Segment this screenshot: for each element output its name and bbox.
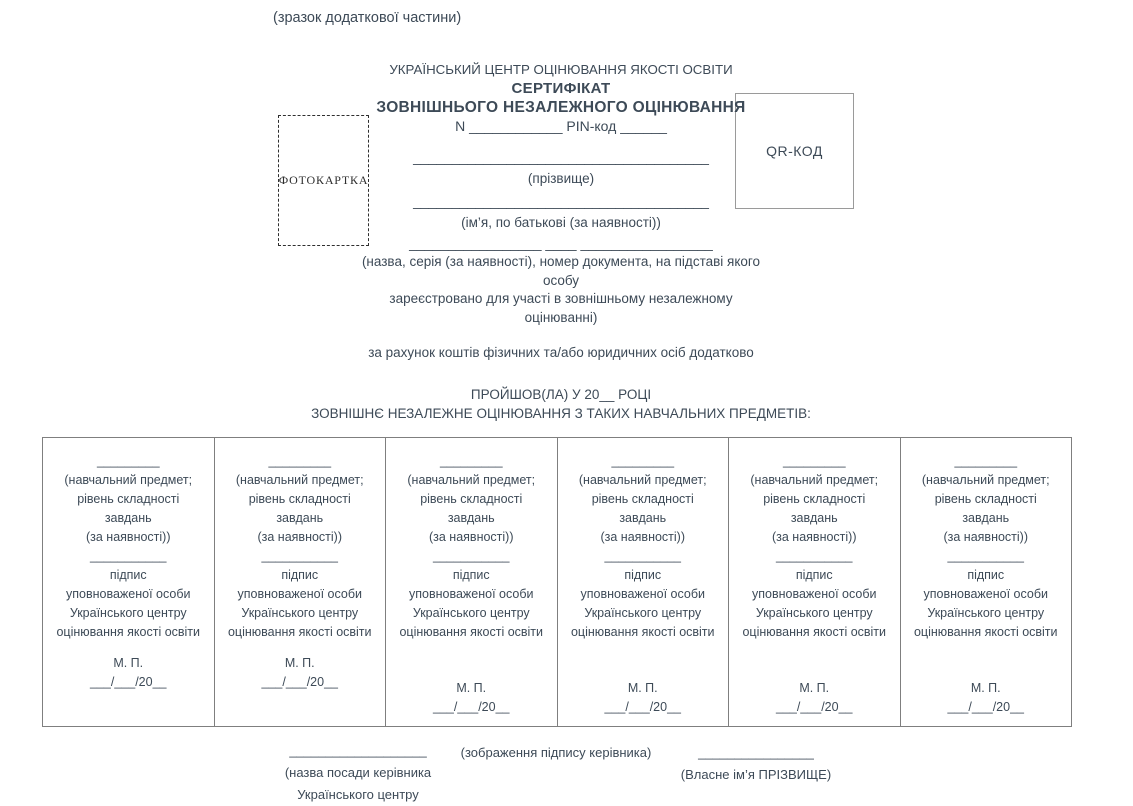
signature-caption-line: оцінювання якості освіти	[56, 625, 201, 639]
signature-caption-line: оцінювання якості освіти	[399, 625, 544, 639]
surname-caption: (прізвище)	[527, 171, 595, 186]
subject-caption-line: завдань	[619, 511, 667, 525]
surname-blank-line: ______________________________________	[413, 149, 709, 165]
stamp-label: М. П.	[799, 681, 830, 695]
signature-caption-line: уповноваженої особи	[237, 587, 362, 601]
subject-caption-line: (за наявності))	[600, 530, 685, 544]
subject-caption-line: (за наявності))	[771, 530, 857, 544]
signature-caption-line: Українського центру	[927, 606, 1045, 620]
subject-caption-line: (навчальний предмет;	[750, 473, 879, 487]
funding-statement: за рахунок коштів фізичних та/або юридичних осіб додатково	[368, 345, 754, 360]
subject-caption-line: завдань	[962, 511, 1010, 525]
subject-cell	[557, 438, 729, 727]
signature-caption-line: Українського центру	[69, 606, 187, 620]
subjects-table	[42, 437, 1072, 727]
subject-caption-line: (навчальний предмет;	[64, 473, 193, 487]
document-caption-line-4: оцінюванні)	[524, 309, 598, 325]
stamp-label: М. П.	[627, 681, 658, 695]
sample-part-label: (зразок додаткової частини)	[273, 10, 462, 26]
signature-caption-line: підпис	[795, 568, 833, 582]
signature-caption-line: уповноваженої особи	[580, 587, 705, 601]
signature-caption-line: Українського центру	[412, 606, 530, 620]
subject-caption-line: рівень складності	[248, 492, 351, 506]
signature-caption-line: оцінювання якості освіти	[227, 625, 372, 639]
signature-blank-line: ___________	[261, 549, 338, 563]
signature-caption-line: підпис	[624, 568, 662, 582]
certificate-title: СЕРТИФІКАТ	[511, 80, 611, 97]
signature-caption-line: підпис	[452, 568, 490, 582]
signature-blank-line: ___________	[433, 549, 510, 563]
signature-image-caption: (зображення підпису керівника)	[460, 745, 652, 760]
signature-blank-line: ___________	[947, 549, 1024, 563]
subject-caption-line: (навчальний предмет;	[407, 473, 536, 487]
stamp-label: М. П.	[970, 681, 1001, 695]
subject-caption-line: рівень складності	[763, 492, 866, 506]
certificate-subtitle: ЗОВНІШНЬОГО НЕЗАЛЕЖНОГО ОЦІНЮВАННЯ	[376, 99, 746, 116]
signature-caption-line: Українського центру	[584, 606, 702, 620]
date-blank-line: ___/___/20__	[604, 700, 681, 714]
subject-caption-line: рівень складності	[420, 492, 523, 506]
subject-caption-line: (навчальний предмет;	[578, 473, 707, 487]
subject-caption-line: (навчальний предмет;	[921, 473, 1050, 487]
photo-placeholder-label: ФОТОКАРТКА	[278, 173, 369, 187]
stamp-label: М. П.	[113, 656, 144, 670]
signature-blank-line: ___________	[90, 549, 167, 563]
signature-caption-line: оцінювання якості освіти	[742, 625, 887, 639]
document-caption-line-1: (назва, серія (за наявності), номер документа, на підставі якого	[361, 254, 761, 269]
qr-code-label: QR-КОД	[766, 143, 823, 159]
passed-year-line: ПРОЙШОВ(ЛА) У 20__ РОЦІ	[470, 387, 652, 402]
subject-blank-line: _________	[96, 454, 160, 468]
signature-caption-line: Українського центру	[241, 606, 359, 620]
date-blank-line: ___/___/20__	[776, 700, 853, 714]
director-name-blank-line: ________________	[698, 745, 814, 760]
certificate-header-block	[336, 60, 786, 327]
subject-blank-line: _________	[439, 454, 503, 468]
subject-caption-line: (за наявності))	[428, 530, 514, 544]
subject-caption-line: рівень складності	[77, 492, 180, 506]
subject-caption-line: (за наявності))	[943, 530, 1028, 544]
date-blank-line: ___/___/20__	[433, 700, 510, 714]
signature-caption-line: підпис	[109, 568, 147, 582]
document-caption-line-2: особу	[542, 272, 580, 288]
subject-blank-line: _________	[954, 454, 1018, 468]
footer-director-name-block	[660, 742, 852, 786]
name-blank-line: ______________________________________	[413, 193, 709, 209]
signature-caption-line: уповноваженої особи	[409, 587, 534, 601]
signature-caption-line: оцінювання якості освіти	[570, 625, 715, 639]
director-name-caption: (Власне ім’я ПРІЗВИЩЕ)	[680, 767, 832, 782]
date-blank-line: ___/___/20__	[947, 700, 1024, 714]
subject-caption-line: (за наявності))	[85, 530, 171, 544]
date-blank-line: ___/___/20__	[90, 675, 167, 689]
footer-director-position-block	[268, 740, 448, 806]
signature-caption-line: уповноваженої особи	[66, 587, 191, 601]
passed-statement-block	[0, 385, 1122, 423]
certificate-number-line: N ____________ PIN-код ______	[455, 118, 667, 134]
subject-caption-line: рівень складності	[934, 492, 1037, 506]
document-blank-line: _________________ ____ _________________	[409, 235, 713, 251]
signature-caption-line: Українського центру	[755, 606, 873, 620]
signature-blank-line: ___________	[776, 549, 853, 563]
document-caption-line-3: зареєстровано для участі в зовнішньому незалежному	[389, 291, 733, 306]
subject-cell	[729, 438, 901, 727]
signature-caption-line: уповноваженої особи	[923, 587, 1048, 601]
subject-blank-line: _________	[268, 454, 332, 468]
signature-caption-line: підпис	[281, 568, 319, 582]
date-blank-line: ___/___/20__	[261, 675, 338, 689]
footer-signature-image-block	[440, 744, 672, 761]
director-position-caption-2: Українського центру	[297, 787, 419, 802]
subject-caption-line: завдань	[790, 511, 838, 525]
signature-caption-line: підпис	[967, 568, 1005, 582]
subject-cell	[43, 438, 215, 727]
passed-subjects-line: ЗОВНІШНЄ НЕЗАЛЕЖНЕ ОЦІНЮВАННЯ З ТАКИХ НАВЧАЛЬНИХ ПРЕДМЕТІВ:	[311, 406, 811, 421]
subject-caption-line: (навчальний предмет;	[235, 473, 364, 487]
signature-caption-line: оцінювання якості освіти	[913, 625, 1058, 639]
subject-cell	[386, 438, 558, 727]
director-position-blank-line: ___________________	[289, 743, 427, 758]
subject-caption-line: (за наявності))	[257, 530, 342, 544]
subject-blank-line: _________	[611, 454, 675, 468]
subject-caption-line: завдань	[276, 511, 324, 525]
subject-cell	[214, 438, 386, 727]
director-position-caption-1: (назва посади керівника	[284, 765, 432, 780]
subject-caption-line: рівень складності	[591, 492, 694, 506]
subjects-table-row	[43, 438, 1072, 727]
name-caption: (ім’я, по батькові (за наявності))	[461, 215, 661, 230]
stamp-label: М. П.	[284, 656, 315, 670]
subject-cell	[900, 438, 1072, 727]
subject-blank-line: _________	[782, 454, 846, 468]
signature-blank-line: ___________	[604, 549, 681, 563]
stamp-label: М. П.	[456, 681, 487, 695]
subject-caption-line: завдань	[447, 511, 495, 525]
organization-name: УКРАЇНСЬКИЙ ЦЕНТР ОЦІНЮВАННЯ ЯКОСТІ ОСВІТИ	[389, 62, 733, 77]
signature-caption-line: уповноваженої особи	[752, 587, 877, 601]
subject-caption-line: завдань	[104, 511, 152, 525]
